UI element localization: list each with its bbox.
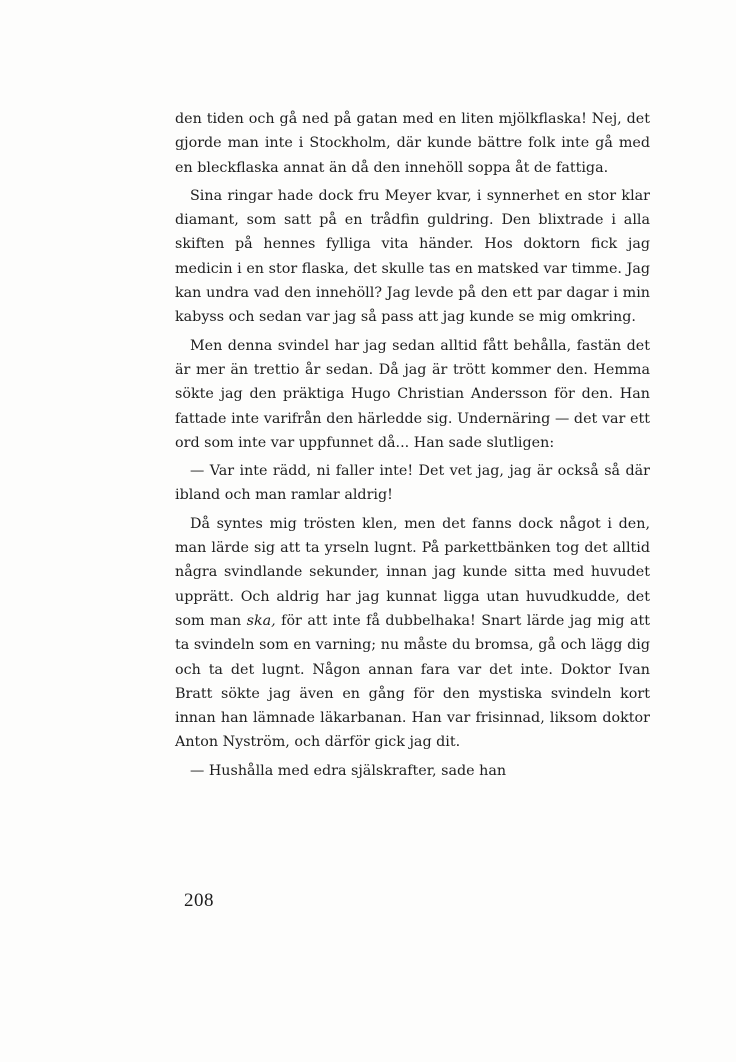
paragraph-5-text-b: för att inte få dubbelhaka! Snart lärde jag mig att ta svindeln som en varning; nu måste du bromsa, gå och lägg dig och ta det lugnt. Någon annan fara var det inte. Doktor Ivan Bratt sökte jag även en gång för den mystiska svindeln kort innan han lämnade läkarbanan. Han var frisinnad, liksom doktor Anton Nyström, och därför gick jag dit. (175, 612, 650, 751)
paragraph-2-text: Sina ringar hade dock fru Meyer kvar, i synnerhet en stor klar diamant, som satt på en trådfin guldring. Den blixtrade i alla skiften på hennes fylliga vita händer. Hos doktorn fick jag medicin i en stor flaska, det skulle tas en matsked var timme. Jag kan undra vad den innehöll? Jag levde på den ett par dagar i min kabyss och sedan var jag så pass att jag kunde se mig omkring. (175, 187, 650, 326)
paragraph-6-text: — Hushålla med edra själskrafter, sade han (190, 762, 507, 779)
paragraph-4 (175, 459, 650, 508)
paragraph-5-emphasis: ska, (246, 612, 276, 629)
paragraph-1 (175, 107, 650, 180)
paragraph-6 (175, 759, 650, 783)
paragraph-3-text: Men denna svindel har jag sedan alltid fått behålla, fastän det är mer än trettio år sedan. Då jag är trött kommer den. Hemma sökte jag den präktiga Hugo Christian Andersson för den. Han fattade inte varifrån den härledde sig. Undernäring — det var ett ord som inte var uppfunnet då... Han sade slutligen: (175, 337, 650, 451)
paragraph-5-text-a: Då syntes mig trösten klen, men det fanns dock något i den, man lärde sig att ta yrseln lugnt. På parkettbänken tog det alltid några svindlande sekunder, innan jag kunde sitta med huvudet upprätt. Och aldrig har jag kunnat ligga utan huvudkudde, det som man (175, 515, 650, 629)
paragraph-3 (175, 334, 650, 455)
page-number: 208 (184, 890, 214, 911)
paragraph-2 (175, 184, 650, 330)
paragraph-4-text: — Var inte rädd, ni faller inte! Det vet jag, jag är också så där ibland och man ramlar aldrig! (175, 463, 650, 504)
paragraph-5 (175, 512, 650, 755)
paragraph-1-text: den tiden och gå ned på gatan med en liten mjölkflaska! Nej, det gjorde man inte i Stockholm, där kunde bättre folk inte gå med en bleckflaska annat än då den innehöll soppa åt de fattiga. (175, 111, 650, 176)
body-text (175, 107, 650, 787)
